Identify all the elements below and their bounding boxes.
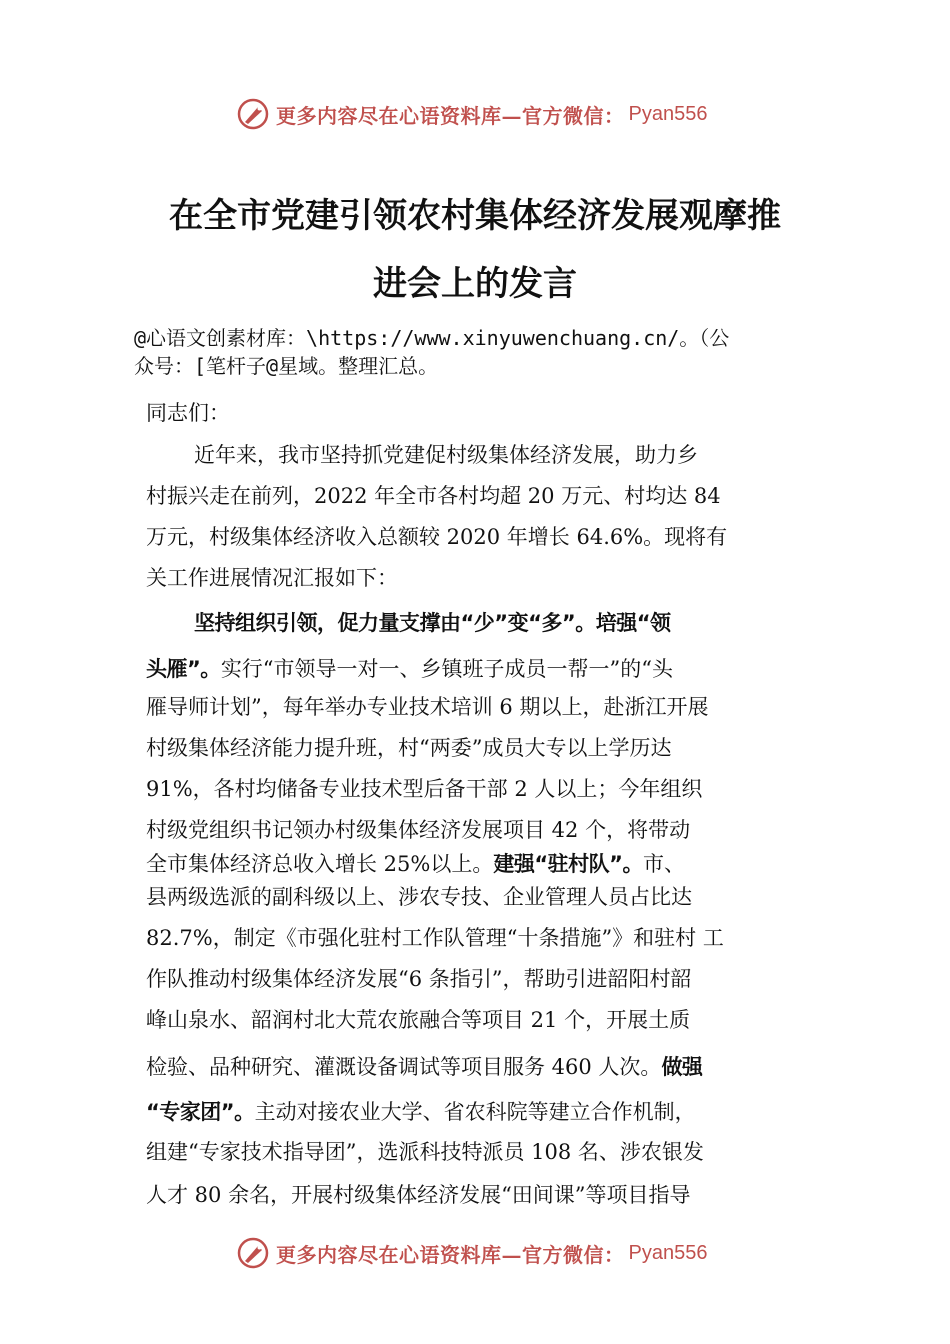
footer-banner [236,1233,736,1273]
paragraph-text: 实行“市领导一对一、乡镇班子成员一帮一”的“头 [220,657,674,681]
source-note-line-1: @心语文创素材库：\https://www.xinyuwenchuang.cn/。（公 [134,326,730,350]
intro-line: 近年来，我市坚持抓党建促村级集体经济发展，助力乡 [194,443,698,467]
intro-line: 村振兴走在前列，2022 年全市各村均超 20 万元、村均达 84 [146,484,721,508]
section-heading-1: 坚持组织引领，促力量支撑由“少”变“多”。培强“领 [194,611,671,635]
paragraph-text: 市、 [642,852,685,876]
paragraph-line: 82.7%，制定《市强化驻村工作队管理“十条措施”》和驻村 工 [146,926,724,950]
subheading-expert-team-part: 做强 [661,1055,703,1079]
paragraph-line: 峰山泉水、韶润村北大荒农旅融合等项目 21 个，开展土质 [146,1008,691,1032]
subheading-lead-goose: 头雁”。 [146,657,221,681]
intro-line: 万元，村级集体经济收入总额较 2020 年增长 64.6%。现将有 [146,525,728,549]
paragraph-line [146,1052,826,1082]
paragraph-line: 人才 80 余名，开展村级集体经济发展“田间课”等项目指导 [146,1183,691,1207]
page-title-line-1: 在全市党建引领农村集体经济发展观摩推 [169,196,781,236]
subheading-expert-team: “专家团”。 [146,1100,255,1124]
paragraph-line: 雁导师计划”，每年举办专业技术培训 6 期以上，赴浙江开展 [146,695,709,719]
paragraph-line [146,654,826,684]
wechat-id: Pyan556 [628,1241,708,1264]
paragraph-line: 村级集体经济能力提升班，村“两委”成员大专以上学历达 [146,736,672,760]
paragraph-line: 作队推动村级集体经济发展“6 条指引”，帮助引进韶阳村韶 [146,967,692,991]
header-banner [236,94,736,134]
paragraph-line [146,849,826,879]
paragraph-line [146,1097,826,1127]
banner-text: 更多内容尽在心语资料库—官方微信： [276,1242,625,1267]
greeting: 同志们： [146,401,230,425]
paragraph-line: 县两级选派的副科级以上、涉农专技、企业管理人员占比达 [146,885,692,909]
pen-nib-logo-icon [236,97,270,131]
subheading-village-team: 建强“驻村队”。 [493,852,643,876]
paragraph-text: 主动对接农业大学、省农科院等建立合作机制， [254,1100,696,1124]
paragraph-line: 村级党组织书记领办村级集体经济发展项目 42 个，将带动 [146,818,691,842]
pen-nib-logo-icon [236,1236,270,1270]
source-note-line-2: 众号：[笔杆子@星域。整理汇总。 [134,354,439,378]
paragraph-line: 组建“专家技术指导团”，选派科技特派员 108 名、涉农银发 [146,1140,704,1164]
page-title-line-2: 进会上的发言 [373,264,577,304]
banner-text: 更多内容尽在心语资料库—官方微信： [276,103,625,128]
paragraph-text: 检验、品种研究、灌溉设备调试等项目服务 460 人次。 [146,1055,662,1079]
wechat-id: Pyan556 [628,102,708,125]
intro-line: 关工作进展情况汇报如下： [146,566,398,590]
paragraph-line: 91%，各村均储备专业技术型后备干部 2 人以上；今年组织 [146,777,703,801]
paragraph-text: 全市集体经济总收入增长 25%以上。 [146,852,494,876]
